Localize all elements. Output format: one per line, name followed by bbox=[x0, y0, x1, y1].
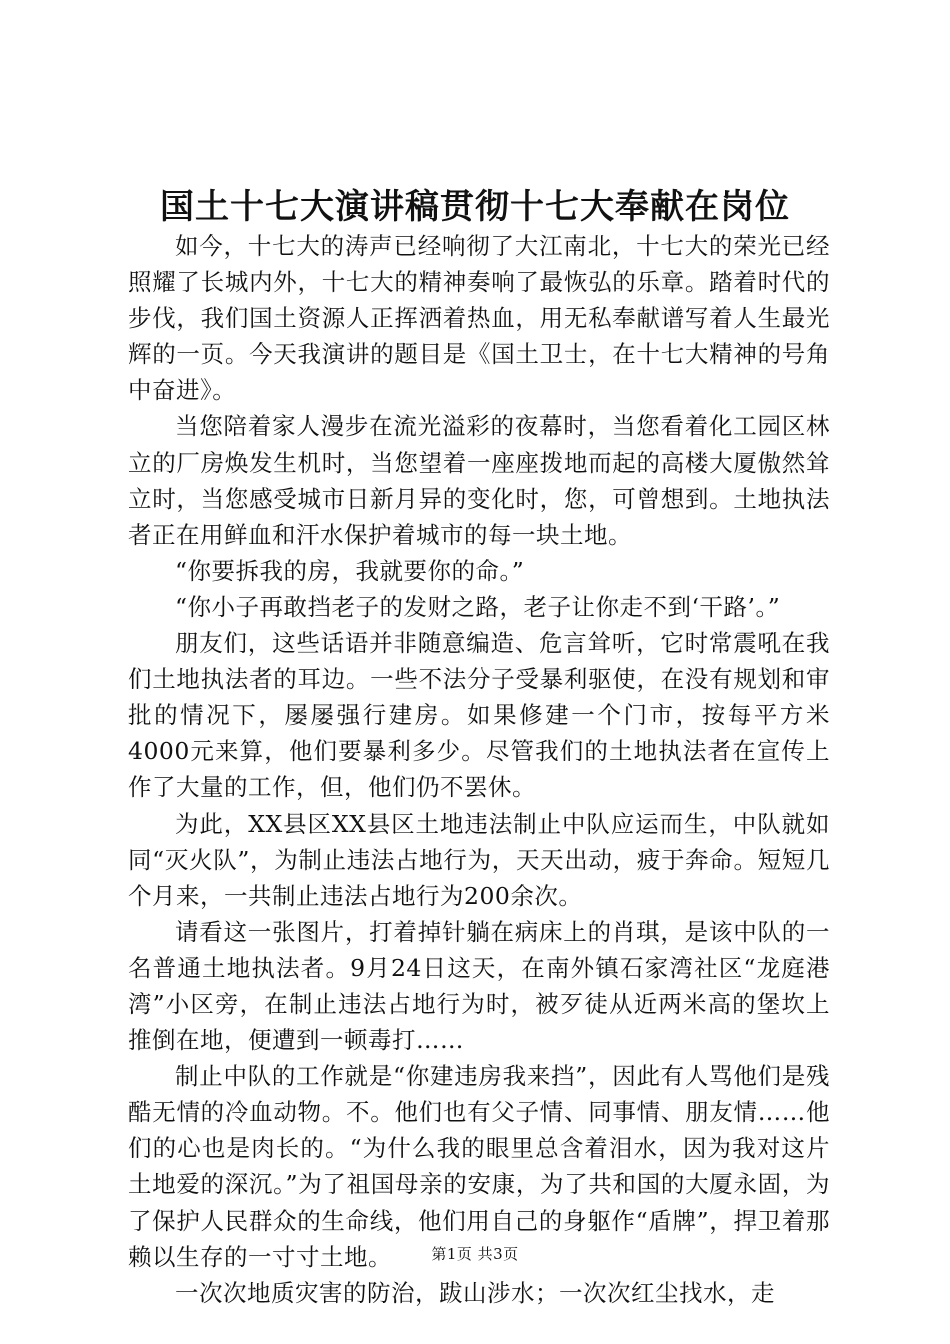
paragraph: “你小子再敢挡老子的发财之路，老子让你走不到‘干路’。” bbox=[175, 592, 781, 621]
paragraph: “你要拆我的房，我就要你的命。” bbox=[175, 556, 525, 585]
paragraph: 一次次地质灾害的防治，跋山涉水；一次次红尘找水，走 bbox=[175, 1278, 775, 1307]
paragraph: 请看这一张图片，打着掉针躺在病床上的肖琪，是该中队的一名普通土地执法者。9月24日这天，在南外镇石家湾社区“龙庭港湾”小区旁，在制止违法占地行为时，被歹徒从近两米高的堡坎上推倒在地，便遭到一顿毒打…… bbox=[128, 917, 830, 1055]
document-title: 国土十七大演讲稿贯彻十七大奉献在岗位 bbox=[160, 187, 790, 227]
paragraph: 为此，XX县区XX县区土地违法制止中队应运而生，中队就如同“灭火队”，为制止违法占地行为，天天出动，疲于奔命。短短几个月来，一共制止违法占地行为200余次。 bbox=[128, 809, 830, 910]
paragraph: 朋友们，这些话语并非随意编造、危言耸听，它时常震吼在我们土地执法者的耳边。一些不法分子受暴利驱使，在没有规划和审批的情况下，屡屡强行建房。如果修建一个门市，按每平方米4000元来算，他们要暴利多少。尽管我们的土地执法者在宣传上作了大量的工作，但，他们仍不罢休。 bbox=[128, 629, 830, 802]
page-footer: 第1页 共3页 bbox=[431, 1245, 519, 1263]
document-body bbox=[128, 228, 830, 1311]
paragraph: 当您陪着家人漫步在流光溢彩的夜幕时，当您看着化工园区林立的厂房焕发生机时，当您望着一座座拨地而起的高楼大厦傲然耸立时，当您感受城市日新月异的变化时，您，可曾想到。土地执法者正在用鲜血和汗水保护着城市的每一块土地。 bbox=[128, 412, 830, 549]
paragraph: 制止中队的工作就是“你建违房我来挡”，因此有人骂他们是残酷无情的冷血动物。不。他们也有父子情、同事情、朋友情……他们的心也是肉长的。“为什么我的眼里总含着泪水，因为我对这片土地爱的深沉。”为了祖国母亲的安康，为了共和国的大厦永固，为了保护人民群众的生命线，他们用自己的身躯作“盾牌”，捍卫着那赖以生存的一寸寸土地。 bbox=[128, 1062, 830, 1271]
paragraph: 如今，十七大的涛声已经响彻了大江南北，十七大的荣光已经照耀了长城内外，十七大的精神奏响了最恢弘的乐章。踏着时代的步伐，我们国土资源人正挥洒着热血，用无私奉献谱写着人生最光辉的一页。今天我演讲的题目是《国土卫士，在十七大精神的号角中奋进》。 bbox=[128, 232, 830, 405]
